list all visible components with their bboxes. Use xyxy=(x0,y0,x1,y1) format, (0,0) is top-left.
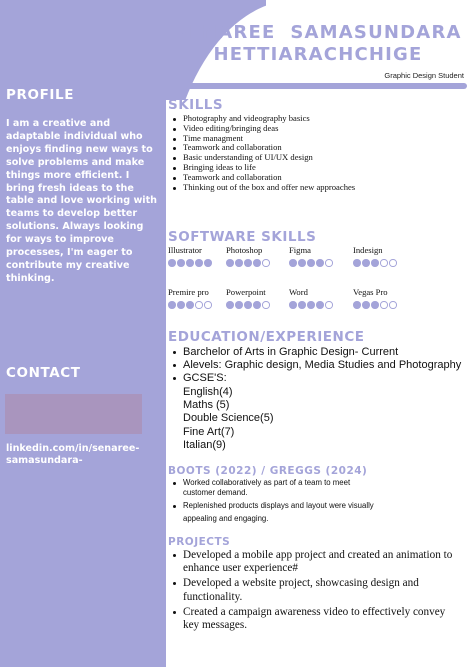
skills-heading: SKILLS xyxy=(168,97,224,113)
skill-rating xyxy=(289,301,333,309)
contact-box xyxy=(5,394,142,434)
skill-rating xyxy=(353,301,397,309)
skill-rating xyxy=(226,301,270,309)
rating-dot-filled xyxy=(353,301,361,309)
profile-text: I am a creative and adaptable individual who enjoys finding new ways to solve problems and make things more efficient. I bring fresh ideas to the table and love working with teams to develop better solutions. Always looking for ways to improve processes, I'm eager to contribute my creative thinking. xyxy=(6,118,158,284)
software-skill xyxy=(353,245,397,267)
education-list xyxy=(172,346,461,386)
software-skill xyxy=(226,287,270,309)
rating-dot-empty xyxy=(204,301,212,309)
software-skill-name: Illustrator xyxy=(168,245,202,255)
projects-heading: PROJECTS xyxy=(168,536,231,548)
list-item: Developed a mobile app project and created an animation to enhance user experience# xyxy=(172,549,462,575)
gcse-item: Maths (5) xyxy=(183,399,230,412)
work-line: appealing and engaging. xyxy=(183,514,269,523)
education-heading: EDUCATION/EXPERIENCE xyxy=(168,329,365,345)
rating-dot-filled xyxy=(253,259,261,267)
rating-dot-filled xyxy=(353,259,361,267)
work-line: Worked collaboratively as part of a team to meet xyxy=(183,478,351,487)
list-item: Created a campaign awareness video to effectively convey key messages. xyxy=(172,606,462,632)
list-item: Time managment xyxy=(172,134,355,144)
rating-dot-filled xyxy=(186,259,194,267)
rating-dot-filled xyxy=(289,301,297,309)
software-skill xyxy=(168,245,212,267)
rating-dot-filled xyxy=(244,259,252,267)
profile-heading: PROFILE xyxy=(6,87,75,103)
list-item: Basic understanding of UI/UX design xyxy=(172,153,355,163)
projects-list xyxy=(172,549,462,634)
software-skill-name: Photoshop xyxy=(226,245,263,255)
rating-dot-filled xyxy=(235,259,243,267)
list-item: Photography and videography basics xyxy=(172,114,355,124)
rating-dot-empty xyxy=(325,259,333,267)
rating-dot-empty xyxy=(262,301,270,309)
list-item: Developed a website project, showcasing design and functionality. xyxy=(172,577,462,603)
rating-dot-filled xyxy=(204,259,212,267)
software-skill xyxy=(226,245,270,267)
rating-dot-filled xyxy=(307,259,315,267)
rating-dot-filled xyxy=(177,301,185,309)
skill-rating xyxy=(289,259,333,267)
rating-dot-filled xyxy=(316,301,324,309)
rating-dot-filled xyxy=(298,301,306,309)
software-skill-name: Premire pro xyxy=(168,287,209,297)
job-title: Graphic Design Student xyxy=(384,71,464,80)
rating-dot-filled xyxy=(289,259,297,267)
software-skill xyxy=(289,245,333,267)
skills-list xyxy=(172,114,355,192)
name-line-1: SENAREE SAMASUNDARA xyxy=(174,22,462,43)
rating-dot-filled xyxy=(371,259,379,267)
contact-heading: CONTACT xyxy=(6,365,81,381)
rating-dot-filled xyxy=(371,301,379,309)
list-item xyxy=(172,478,374,498)
rating-dot-filled xyxy=(298,259,306,267)
rating-dot-empty xyxy=(389,259,397,267)
rating-dot-empty xyxy=(389,301,397,309)
gcse-item: Fine Art(7) xyxy=(183,425,235,438)
rating-dot-filled xyxy=(226,301,234,309)
work-heading: BOOTS (2022) / GREGGS (2024) xyxy=(168,465,368,477)
list-item xyxy=(172,501,374,524)
list-item: Alevels: Graphic design, Media Studies and Photography xyxy=(172,359,461,372)
rating-dot-empty xyxy=(380,259,388,267)
list-item: Teamwork and collaboration xyxy=(172,143,355,153)
rating-dot-empty xyxy=(195,301,203,309)
rating-dot-filled xyxy=(168,301,176,309)
full-name xyxy=(168,22,468,66)
software-skill-name: Powerpoint xyxy=(226,287,266,297)
rating-dot-filled xyxy=(253,301,261,309)
software-skills-heading: SOFTWARE SKILLS xyxy=(168,229,317,245)
rating-dot-empty xyxy=(325,301,333,309)
rating-dot-filled xyxy=(307,301,315,309)
list-item: Teamwork and collaboration xyxy=(172,173,355,183)
software-skill-name: Indesign xyxy=(353,245,383,255)
list-item: Barchelor of Arts in Graphic Design- Current xyxy=(172,346,461,359)
rating-dot-filled xyxy=(362,301,370,309)
rating-dot-filled xyxy=(235,301,243,309)
software-skill xyxy=(289,287,333,309)
software-skill-name: Vegas Pro xyxy=(353,287,388,297)
rating-dot-empty xyxy=(262,259,270,267)
software-skill-name: Figma xyxy=(289,245,311,255)
rating-dot-filled xyxy=(168,259,176,267)
rating-dot-filled xyxy=(226,259,234,267)
work-line: Replenished products displays and layout were visually xyxy=(183,501,374,510)
sidebar xyxy=(0,0,166,667)
rating-dot-filled xyxy=(362,259,370,267)
work-list xyxy=(172,478,374,527)
software-skill-name: Word xyxy=(289,287,308,297)
software-skill xyxy=(353,287,397,309)
header-divider xyxy=(167,83,467,89)
linkedin-link[interactable]: linkedin.com/in/senaree-samasundara- xyxy=(6,443,140,466)
gcse-item: Double Science(5) xyxy=(183,412,274,425)
skill-rating xyxy=(226,259,270,267)
gcse-item: English(4) xyxy=(183,386,233,398)
rating-dot-filled xyxy=(316,259,324,267)
rating-dot-empty xyxy=(380,301,388,309)
rating-dot-filled xyxy=(177,259,185,267)
rating-dot-filled xyxy=(244,301,252,309)
skill-rating xyxy=(168,301,212,309)
software-skill xyxy=(168,287,212,309)
list-item: Bringing ideas to life xyxy=(172,163,355,173)
work-line: customer demand. xyxy=(183,488,248,497)
skill-rating xyxy=(353,259,397,267)
list-item: Video editing/bringing deas xyxy=(172,124,355,134)
gcse-item: Italian(9) xyxy=(183,438,226,451)
rating-dot-filled xyxy=(195,259,203,267)
name-line-2: HETTIARACHCHIGE xyxy=(213,44,423,65)
rating-dot-filled xyxy=(186,301,194,309)
gcse-list xyxy=(183,386,274,452)
skill-rating xyxy=(168,259,212,267)
list-item: GCSE'S: xyxy=(172,372,461,385)
list-item: Thinking out of the box and offer new approaches xyxy=(172,183,355,193)
